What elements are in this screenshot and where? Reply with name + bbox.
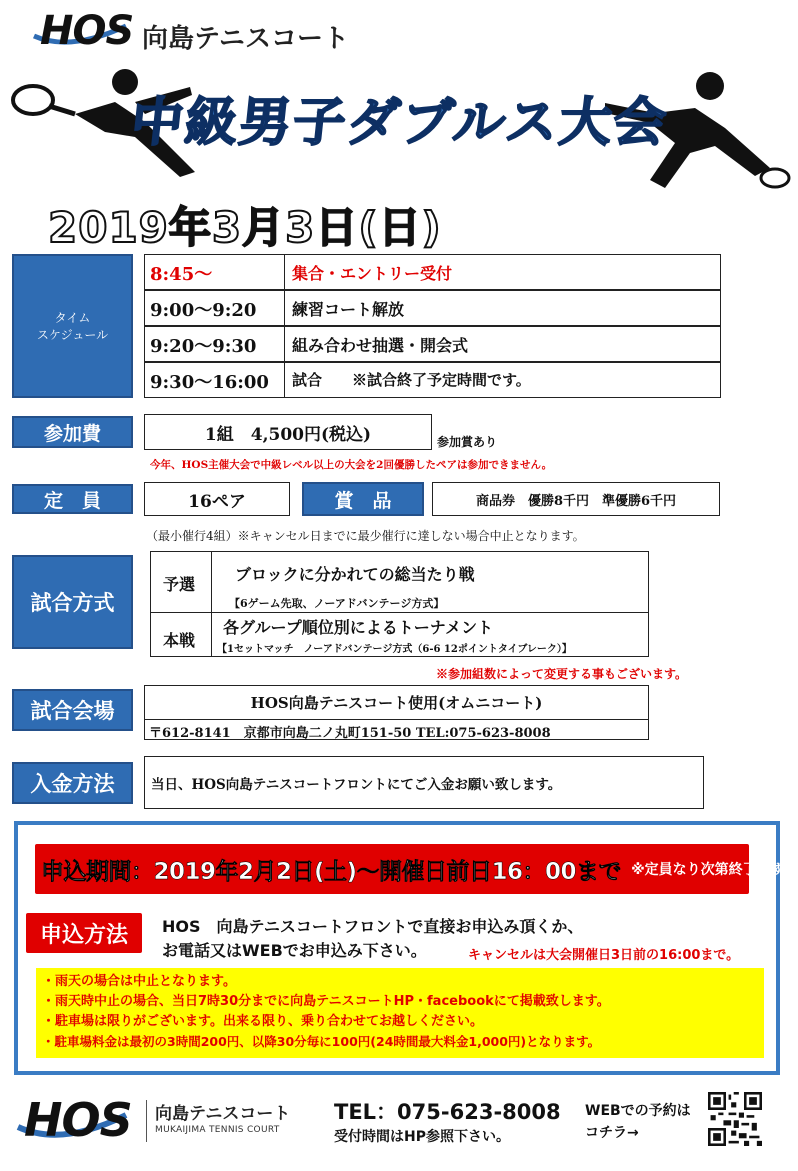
format-stage: 本戦 <box>163 631 196 650</box>
venue-address: 〒612-8141 京都市向島二ノ丸町151-50 TEL:075-623-8008 <box>149 726 551 741</box>
fee-value <box>144 414 432 450</box>
schedule-event: 試合 ※試合終了予定時間です。 <box>292 371 531 389</box>
footer-tel[interactable]: TEL：075-623-8008 <box>334 1100 561 1124</box>
fee-label-text: 参加費 <box>43 422 101 445</box>
notice-box <box>36 968 764 1058</box>
payment-value: 当日、HOS向島テニスコートフロントにてご入金お願い致します。 <box>151 776 562 793</box>
notice-item: ・駐車場は限りがございます。出来る限り、乗り合わせてお越しください。 <box>42 1014 483 1029</box>
notice-item: ・雨天時中止の場合、当日7時30分までに向島テニスコートHP・facebookにて掲載致します。 <box>42 994 610 1009</box>
header-logo-text: HOS <box>40 8 134 54</box>
schedule-event: 組み合わせ抽選・開会式 <box>292 336 469 355</box>
capacity-note: （最小催行4組）※キャンセル日までに最少催行に達しない場合中止となります。 <box>146 529 585 543</box>
fee-warning: 今年、HOS主催大会で中級レベル以上の大会を2回優勝したペアは参加できません。 <box>150 459 553 471</box>
format-main: 各グループ順位別によるトーナメント <box>223 618 494 637</box>
schedule-time: 9:20〜9:30 <box>150 336 257 357</box>
format-divider-h <box>151 612 648 613</box>
capacity-label <box>12 484 133 514</box>
footer-venue-name-en: MUKAIJIMA TENNIS COURT <box>155 1125 280 1135</box>
header-venue-name: 向島テニスコート <box>142 24 349 54</box>
prize-value-text: 商品券 優勝8千円 準優勝6千円 <box>475 493 677 509</box>
notice-item: ・駐車場料金は最初の3時間200円、以降30分毎に100円(24時間最大料金1,000円)となります。 <box>42 1034 601 1049</box>
method-label-text: 申込方法 <box>39 922 128 948</box>
format-label-text: 試合方式 <box>30 591 115 615</box>
qr-code-icon[interactable] <box>708 1092 762 1146</box>
format-sub: 【6ゲーム先取、ノーアドバンテージ方式】 <box>229 597 445 610</box>
schedule-time: 8:45〜 <box>150 264 213 285</box>
venue-label <box>12 689 133 731</box>
application-period-note: ※定員なり次第終了です。 <box>631 862 798 878</box>
footer-web-line1: WEBでの予約は <box>585 1103 691 1119</box>
schedule-label <box>12 254 133 398</box>
schedule-time: 9:00〜9:20 <box>150 300 257 321</box>
schedule-divider <box>284 254 285 398</box>
application-period-banner <box>35 844 798 894</box>
footer-hours-note: 受付時間はHP参照下さい。 <box>334 1129 510 1145</box>
capacity-value <box>144 482 290 516</box>
venue-name: HOS向島テニスコート使用(オムニコート) <box>250 694 543 712</box>
footer-logo <box>16 1093 136 1147</box>
payment-box <box>144 756 704 809</box>
fee-value-text: 1組 4,500円(税込) <box>204 424 372 445</box>
footer-web-line2[interactable]: コチラ→ <box>585 1125 639 1141</box>
cancel-note: キャンセルは大会開催日3日前の16:00まで。 <box>468 948 740 963</box>
header-logo <box>30 8 140 52</box>
schedule-time: 9:30〜16:00 <box>150 372 269 393</box>
event-title: 中級男子ダブルス大会 <box>128 93 671 153</box>
fee-note: 参加賞あり <box>437 435 498 449</box>
method-label <box>26 913 142 953</box>
notice-item: ・雨天の場合は中止となります。 <box>42 974 236 989</box>
payment-label <box>12 762 133 804</box>
prize-label <box>302 482 424 516</box>
schedule-event: 練習コート解放 <box>292 300 405 319</box>
format-note: ※参加組数によって変更する事もございます。 <box>436 667 688 681</box>
method-line1: HOS 向島テニスコートフロントで直接お申込み頂くか、 <box>162 917 584 936</box>
venue-box <box>144 685 649 740</box>
schedule-event: 集合・エントリー受付 <box>292 264 453 283</box>
fee-label <box>12 416 133 448</box>
capacity-label-text: 定 員 <box>43 489 101 512</box>
venue-divider <box>145 719 648 720</box>
footer-divider <box>146 1100 147 1142</box>
format-divider-v <box>211 552 212 656</box>
payment-label-text: 入金方法 <box>30 772 115 796</box>
format-main: ブロックに分かれての総当たり戦 <box>235 565 475 584</box>
format-stage: 予選 <box>163 575 196 594</box>
format-table <box>150 551 649 657</box>
application-period: 申込期間：2019年2月2日(土)〜開催日前日16：00まで <box>41 858 622 885</box>
event-date: 2019年3月3日(日) <box>48 203 442 252</box>
prize-label-text: 賞 品 <box>334 489 392 512</box>
footer-venue-name: 向島テニスコート <box>155 1104 291 1124</box>
capacity-value-text: 16ペア <box>188 491 246 512</box>
venue-label-text: 試合会場 <box>30 699 115 723</box>
schedule-label-text: タイム スケジュール <box>36 311 109 342</box>
format-sub: 【1セットマッチ ノーアドバンテージ方式（6-6 12ポイントタイブレーク）】 <box>217 644 572 655</box>
prize-value <box>432 482 720 516</box>
footer-logo-text: HOS <box>24 1093 132 1147</box>
format-label <box>12 555 133 649</box>
method-line2: お電話又はWEBでお申込み下さい。 <box>162 941 427 960</box>
